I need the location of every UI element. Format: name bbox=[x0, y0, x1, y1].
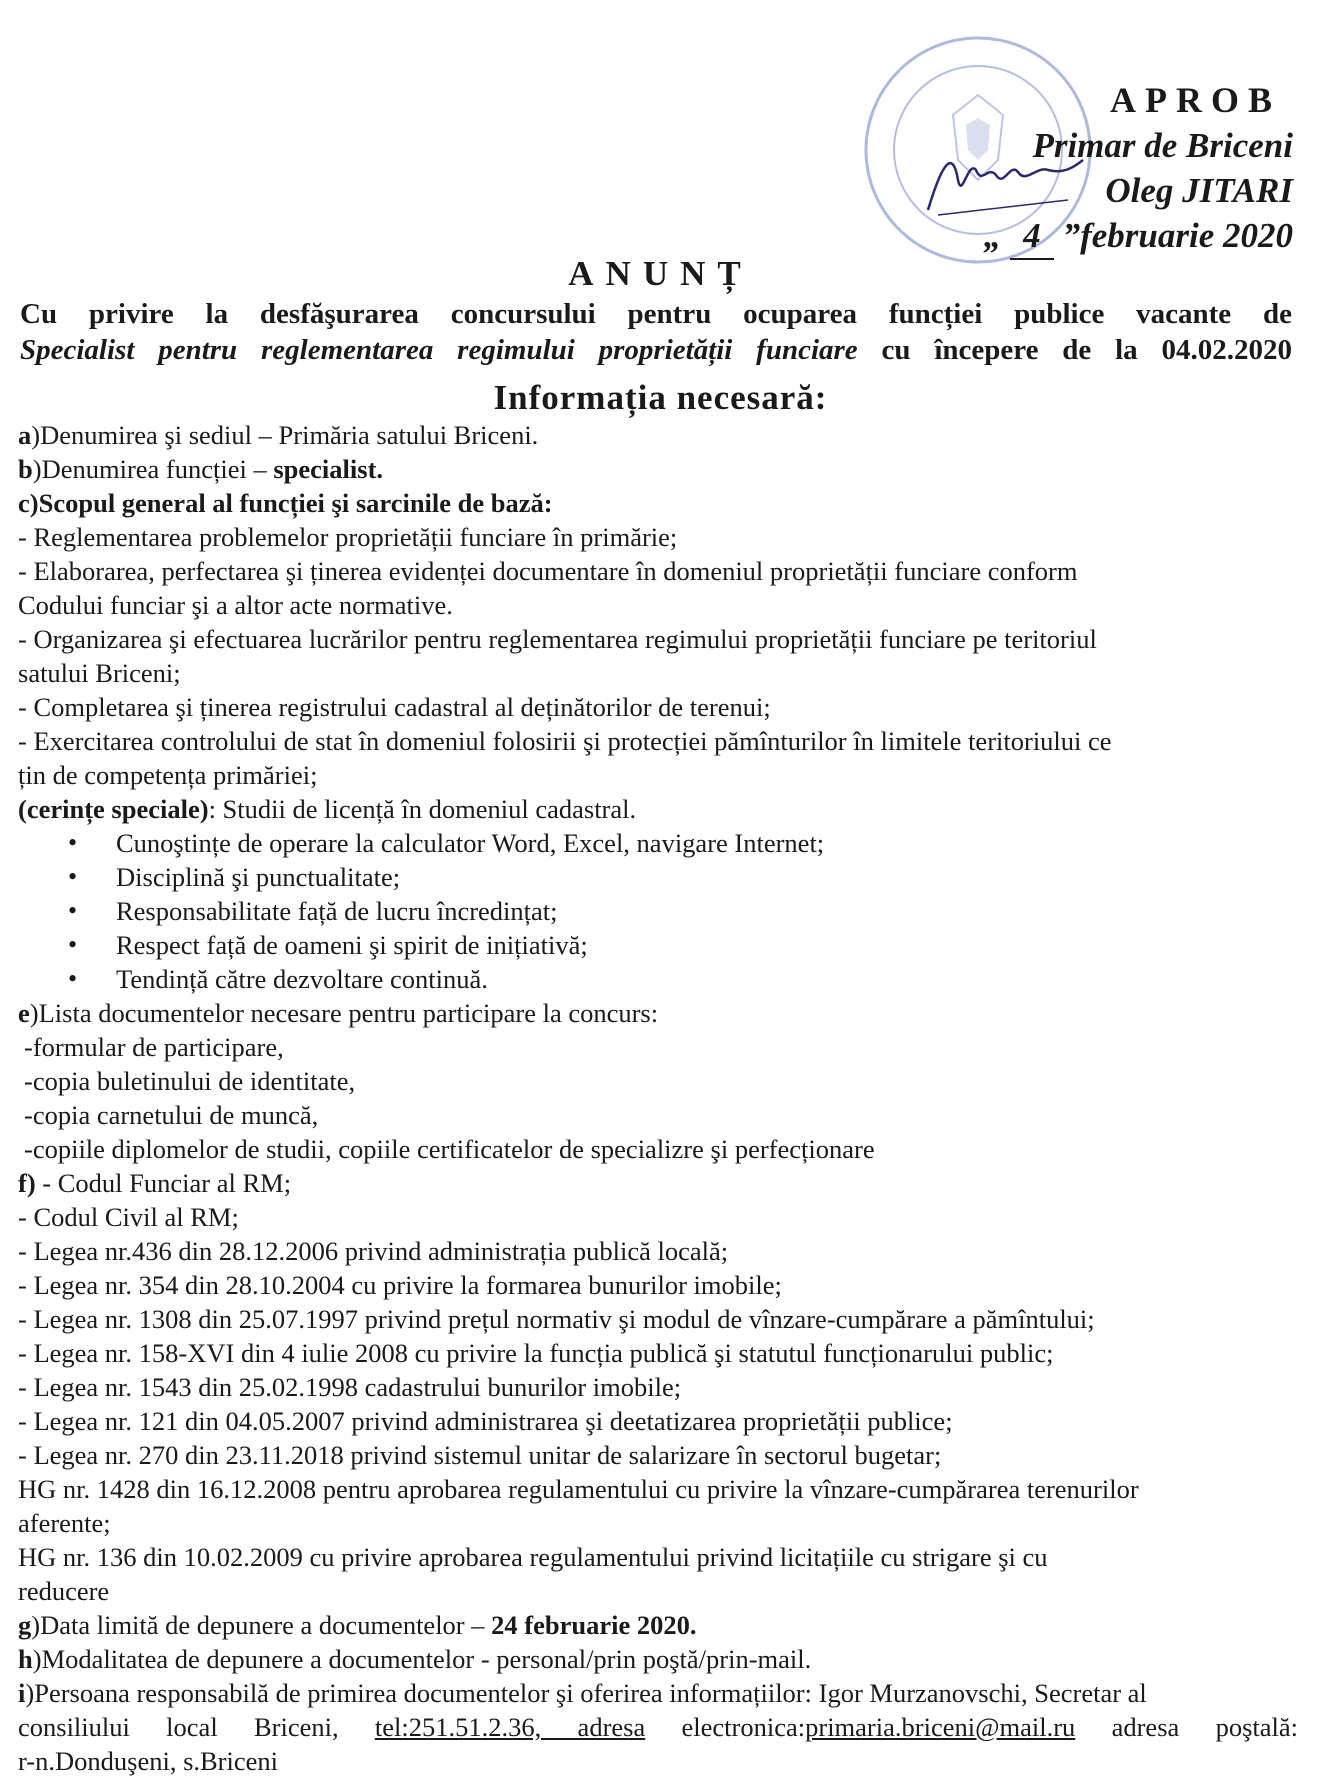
list-item: - Organizarea şi efectuarea lucrărilor pentru reglementarea regimului proprietății funciare pe teritoriul bbox=[18, 624, 1097, 654]
list-item: - Legea nr. 354 din 28.10.2004 cu privire la formarea bunurilor imobile; bbox=[18, 1270, 782, 1300]
section-g-text: )Data limită de depunere a documentelor – bbox=[31, 1610, 492, 1640]
section-h-letter: h bbox=[18, 1644, 33, 1674]
contact-email-label: electronica: bbox=[645, 1712, 806, 1742]
section-c-heading: c)Scopul general al funcției şi sarcinile de bază: bbox=[18, 488, 553, 518]
section-f bbox=[18, 1166, 1298, 1200]
list-item: țin de competența primăriei; bbox=[18, 760, 318, 790]
list-item: - Legea nr. 1543 din 25.02.1998 cadastrului bunurilor imobile; bbox=[18, 1372, 682, 1402]
list-item: Codului funciar şi a altor acte normative. bbox=[18, 590, 453, 620]
list-item: -copiile diplomelor de studii, copiile certificatelor de specializre şi perfecționare bbox=[24, 1134, 875, 1164]
intro-position: Specialist pentru reglementarea regimului proprietății funciare bbox=[20, 334, 858, 366]
intro-line-1: Cu privire la desfăşurarea concursului pentru ocuparea funcției publice vacante de bbox=[20, 298, 1292, 330]
list-item: -formular de participare, bbox=[24, 1032, 284, 1062]
requirements-list bbox=[18, 826, 1298, 996]
announcement-intro bbox=[20, 296, 1292, 368]
bullet-item: • Respect față de oameni şi spirit de inițiativă; bbox=[68, 928, 1298, 962]
intro-line-2 bbox=[20, 332, 1292, 368]
document-body bbox=[18, 418, 1298, 1778]
list-item: - Elaborarea, perfectarea şi ținerea evidenței documentare în domeniul proprietății funciare conform bbox=[18, 556, 1078, 586]
approval-date: „ 4 ”februarie 2020 bbox=[873, 213, 1293, 260]
page-title: ANUNȚ bbox=[568, 254, 753, 293]
section-f-letter: f) bbox=[18, 1168, 36, 1198]
list-item: - Codul Civil al RM; bbox=[18, 1202, 239, 1232]
approval-name: Oleg JITARI bbox=[1105, 171, 1293, 210]
list-item: HG nr. 136 din 10.02.2009 cu privire aprobarea regulamentului privind licitațiile cu strigare şi cu bbox=[18, 1542, 1048, 1572]
list-item: - Legea nr. 270 din 23.11.2018 privind sistemul unitar de salarizare în sectorul bugetar; bbox=[18, 1440, 942, 1470]
bullet-item: • Disciplină şi punctualitate; bbox=[68, 860, 1298, 894]
list-item: - Completarea şi ținerea registrului cadastral al deținătorilor de terenui; bbox=[18, 692, 771, 722]
bullet-item: • Cunoştințe de operare la calculator Word, Excel, navigare Internet; bbox=[68, 826, 1298, 860]
list-item: - Legea nr. 121 din 04.05.2007 privind administrarea şi deetatizarea proprietății publice; bbox=[18, 1406, 953, 1436]
approval-date-day: 4 bbox=[1010, 213, 1054, 260]
section-e-letter: e bbox=[18, 998, 30, 1028]
postal-address: r-n.Donduşeni, s.Briceni bbox=[18, 1746, 279, 1776]
contact-council: consiliului local Briceni, bbox=[18, 1712, 375, 1742]
approval-date-rest: februarie 2020 bbox=[1080, 216, 1293, 255]
special-requirements-text: : Studii de licență în domeniul cadastral. bbox=[208, 794, 637, 824]
approval-role: Primar de Briceni bbox=[1032, 126, 1293, 165]
deadline-date: 24 februarie 2020. bbox=[491, 1610, 697, 1640]
list-item: - Exercitarea controlului de stat în domeniul folosirii şi protecției pămînturilor în limitele teritoriului ce bbox=[18, 726, 1112, 756]
list-item: -copia carnetului de muncă, bbox=[24, 1100, 319, 1130]
section-i-text: )Persoana responsabilă de primirea documentelor şi oferirea informațiilor: Igor Murzanovschi, Secretar al bbox=[25, 1678, 1147, 1708]
intro-start-date: cu începere de la 04.02.2020 bbox=[857, 334, 1292, 366]
section-b-bold: specialist. bbox=[273, 454, 384, 484]
bullet-item: • Responsabilitate față de lucru încredințat; bbox=[68, 894, 1298, 928]
list-item: aferente; bbox=[18, 1508, 111, 1538]
list-item: reducere bbox=[18, 1576, 110, 1606]
section-g bbox=[18, 1608, 1298, 1642]
section-i bbox=[18, 1676, 1298, 1710]
email-link[interactable]: primaria.briceni@mail.ru bbox=[805, 1712, 1076, 1742]
list-item: HG nr. 1428 din 16.12.2008 pentru aprobarea regulamentului cu privire la vînzare-cumpărarea terenurilor bbox=[18, 1474, 1139, 1504]
section-i-contact bbox=[18, 1710, 1298, 1744]
list-item: - Reglementarea problemelor proprietății funciare în primărie; bbox=[18, 522, 678, 552]
section-e-text: )Lista documentelor necesare pentru participare la concurs: bbox=[29, 998, 659, 1028]
section-a-text: )Denumirea şi sediul – Primăria satului Briceni. bbox=[31, 420, 539, 450]
special-requirements bbox=[18, 792, 1298, 826]
approval-block bbox=[873, 78, 1293, 260]
list-item: - Legea nr.436 din 28.12.2006 privind administrația publică locală; bbox=[18, 1236, 729, 1266]
section-f-first: - Codul Funciar al RM; bbox=[35, 1168, 292, 1198]
section-h bbox=[18, 1642, 1298, 1676]
list-item: -copia buletinului de identitate, bbox=[24, 1066, 356, 1096]
special-requirements-label: (cerințe speciale) bbox=[18, 794, 209, 824]
phone-link[interactable]: tel:251.51.2.36, adresa bbox=[374, 1712, 646, 1742]
section-e bbox=[18, 996, 1298, 1030]
section-b-letter: b bbox=[18, 454, 33, 484]
section-g-letter: g bbox=[18, 1610, 32, 1640]
section-b-text: )Denumirea funcției – bbox=[32, 454, 274, 484]
section-h-text: )Modalitatea de depunere a documentelor - personal/prin poştă/prin-mail. bbox=[32, 1644, 812, 1674]
approval-heading: APROB bbox=[1110, 80, 1281, 120]
section-a-letter: a bbox=[18, 420, 32, 450]
list-item: - Legea nr. 1308 din 25.07.1997 privind prețul normativ şi modul de vînzare-cumpărare a pămîntului; bbox=[18, 1304, 1095, 1334]
section-subtitle: Informația necesară: bbox=[493, 378, 828, 417]
bullet-item: • Tendință către dezvoltare continuă. bbox=[68, 962, 1298, 996]
section-i-letter: i bbox=[18, 1678, 26, 1708]
section-a bbox=[18, 418, 1298, 452]
list-item: satului Briceni; bbox=[18, 658, 181, 688]
section-b bbox=[18, 452, 1298, 486]
contact-postal-label: adresa poştală: bbox=[1075, 1712, 1298, 1742]
list-item: - Legea nr. 158-XVI din 4 iulie 2008 cu privire la funcția publică şi statutul funcționarului public; bbox=[18, 1338, 1054, 1368]
